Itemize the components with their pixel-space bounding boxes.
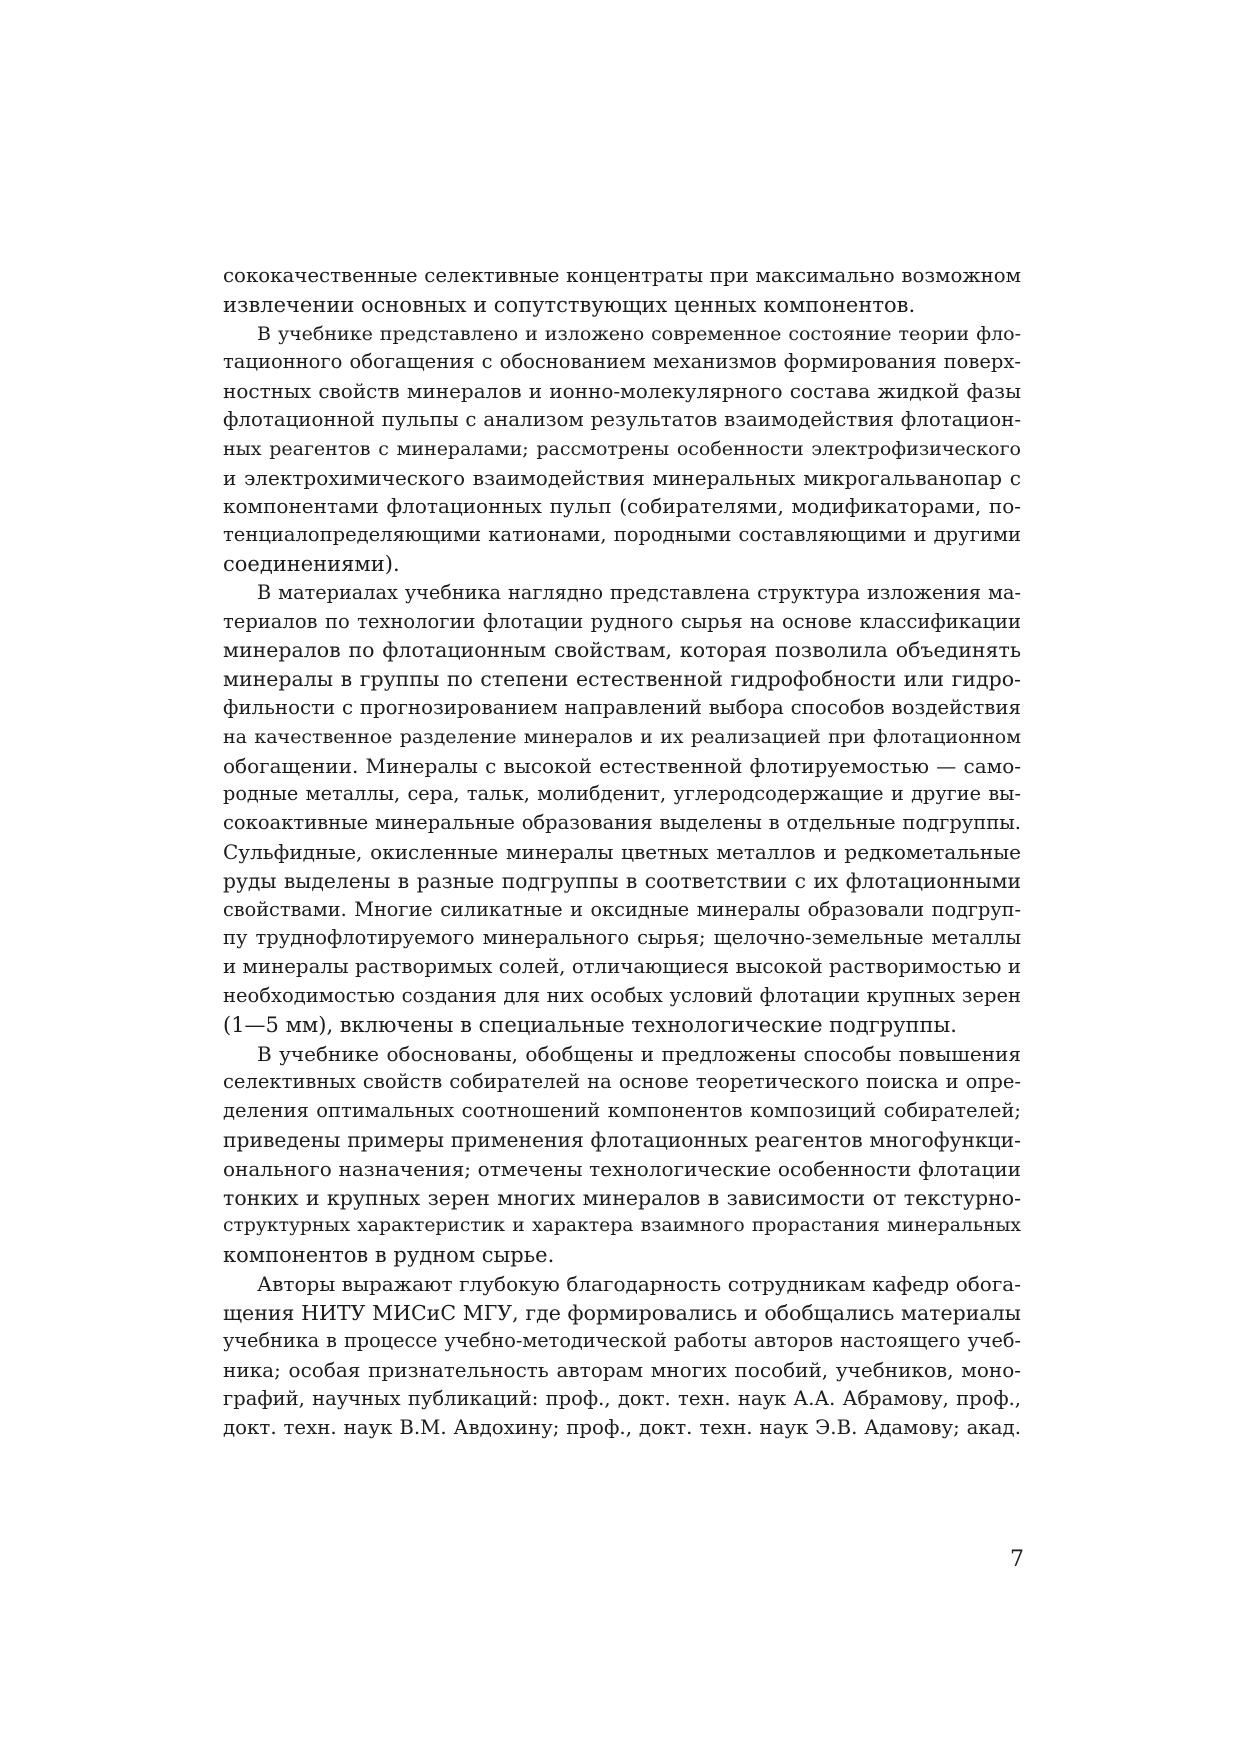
text-line: графий, научных публикаций: проф., докт. техн. наук А.А. Абрамову, проф.,	[223, 1387, 1021, 1411]
text-line: родные металлы, сера, тальк, молибденит, углеродсодержащие и другие вы-	[223, 782, 1021, 806]
text-line: териалов по технологии флотации рудного сырья на основе классификации	[223, 609, 1021, 633]
text-line: и минералы растворимых солей, отличающиеся высокой растворимостью и	[223, 955, 1021, 979]
text-line: компонентами флотационных пульп (собирателями, модификаторами, по-	[223, 494, 1021, 519]
text-line: онального назначения; отмечены технологические особенности флотации	[223, 1156, 1021, 1181]
text-line: фильности с прогнозированием направлений выбора способов воздействия	[223, 695, 1021, 719]
text-line: приведены примеры применения флотационных реагентов многофункци-	[223, 1127, 1021, 1152]
text-line: селективных свойств собирателей на основе теоретического поиска и опре-	[223, 1070, 1021, 1094]
text-line: тационного обогащения с обоснованием механизмов формирования поверх-	[223, 350, 1021, 374]
paragraph-start-line: В учебнике обоснованы, обобщены и предложены способы повышения	[257, 1041, 1021, 1066]
text-line: сококачественные селективные концентраты при максимально возможном	[223, 264, 1021, 287]
text-line: тенциалопределяющими катионами, породными составляющими и другими	[223, 523, 1021, 547]
paragraph-end-line: (1—5 мм), включены в специальные технологические подгруппы.	[223, 1012, 957, 1037]
text-line: ных реагентов с минералами; рассмотрены особенности электрофизического	[223, 437, 1021, 460]
paragraph-end-line: соединениями).	[223, 551, 400, 576]
text-line: сокоактивные минеральные образования выделены в отдельные подгруппы.	[223, 811, 1021, 835]
text-line: ника; особая признательность авторам многих пособий, учебников, моно-	[223, 1358, 1021, 1383]
text-line: минералов по флотационным свойствам, которая позволила объединять	[223, 638, 1021, 663]
text-line: пу труднофлотируемого минерального сырья; щелочно-земельные металлы	[223, 926, 1021, 950]
text-line: обогащении. Минералы с высокой естественной флотируемостью — само-	[223, 753, 1021, 778]
text-line: минералы в группы по степени естественной гидрофобности или гидро-	[223, 667, 1021, 692]
text-line: учебника в процессе учебно-методической работы авторов настоящего учеб-	[223, 1329, 1021, 1353]
text-line: ностных свойств минералов и ионно-молекулярного состава жидкой фазы	[223, 379, 1021, 404]
text-line: тонких и крупных зерен многих минералов в зависимости от текстурно-	[223, 1185, 1021, 1210]
text-line: докт. техн. наук В.М. Авдохину; проф., докт. техн. наук Э.В. Адамову; акад.	[223, 1415, 1021, 1439]
text-line: свойствами. Многие силикатные и оксидные минералы образовали подгруп-	[223, 897, 1021, 921]
text-line: необходимостью создания для них особых условий флотации крупных зерен	[223, 983, 1021, 1007]
paragraph-start-line: В материалах учебника наглядно представлена структура изложения ма-	[257, 580, 1021, 604]
body-text	[223, 262, 1021, 1443]
text-line: и электрохимического взаимодействия минеральных микрогальванопар с	[223, 465, 1021, 490]
text-line: флотационной пульпы с анализом результатов взаимодействия флотацион-	[223, 407, 1021, 431]
paragraph-start-line: В учебнике представлено и изложено современное состояние теории фло-	[257, 322, 1021, 345]
paragraph-start-line: Авторы выражают глубокую благодарность сотрудникам кафедр обога-	[257, 1271, 1021, 1296]
page-number: 7	[1010, 1547, 1024, 1572]
text-line: руды выделены в разные подгруппы в соответствии с их флотационными	[223, 868, 1021, 893]
text-line: структурных характеристик и характера взаимного прорастания минеральных	[223, 1215, 1021, 1237]
paragraph-end-line: компонентов в рудном сырье.	[223, 1243, 555, 1268]
paragraph-end-line: извлечении основных и сопутствующих ценных компонентов.	[223, 292, 916, 317]
text-line: Сульфидные, окисленные минералы цветных металлов и редкометальные	[223, 839, 1021, 864]
text-line: деления оптимальных соотношений компонентов композиций собирателей;	[223, 1099, 1021, 1123]
text-line: щения НИТУ МИСиС МГУ, где формировались и обобщались материалы	[223, 1300, 1021, 1325]
text-line: на качественное разделение минералов и их реализацией при флотационном	[223, 725, 1021, 748]
